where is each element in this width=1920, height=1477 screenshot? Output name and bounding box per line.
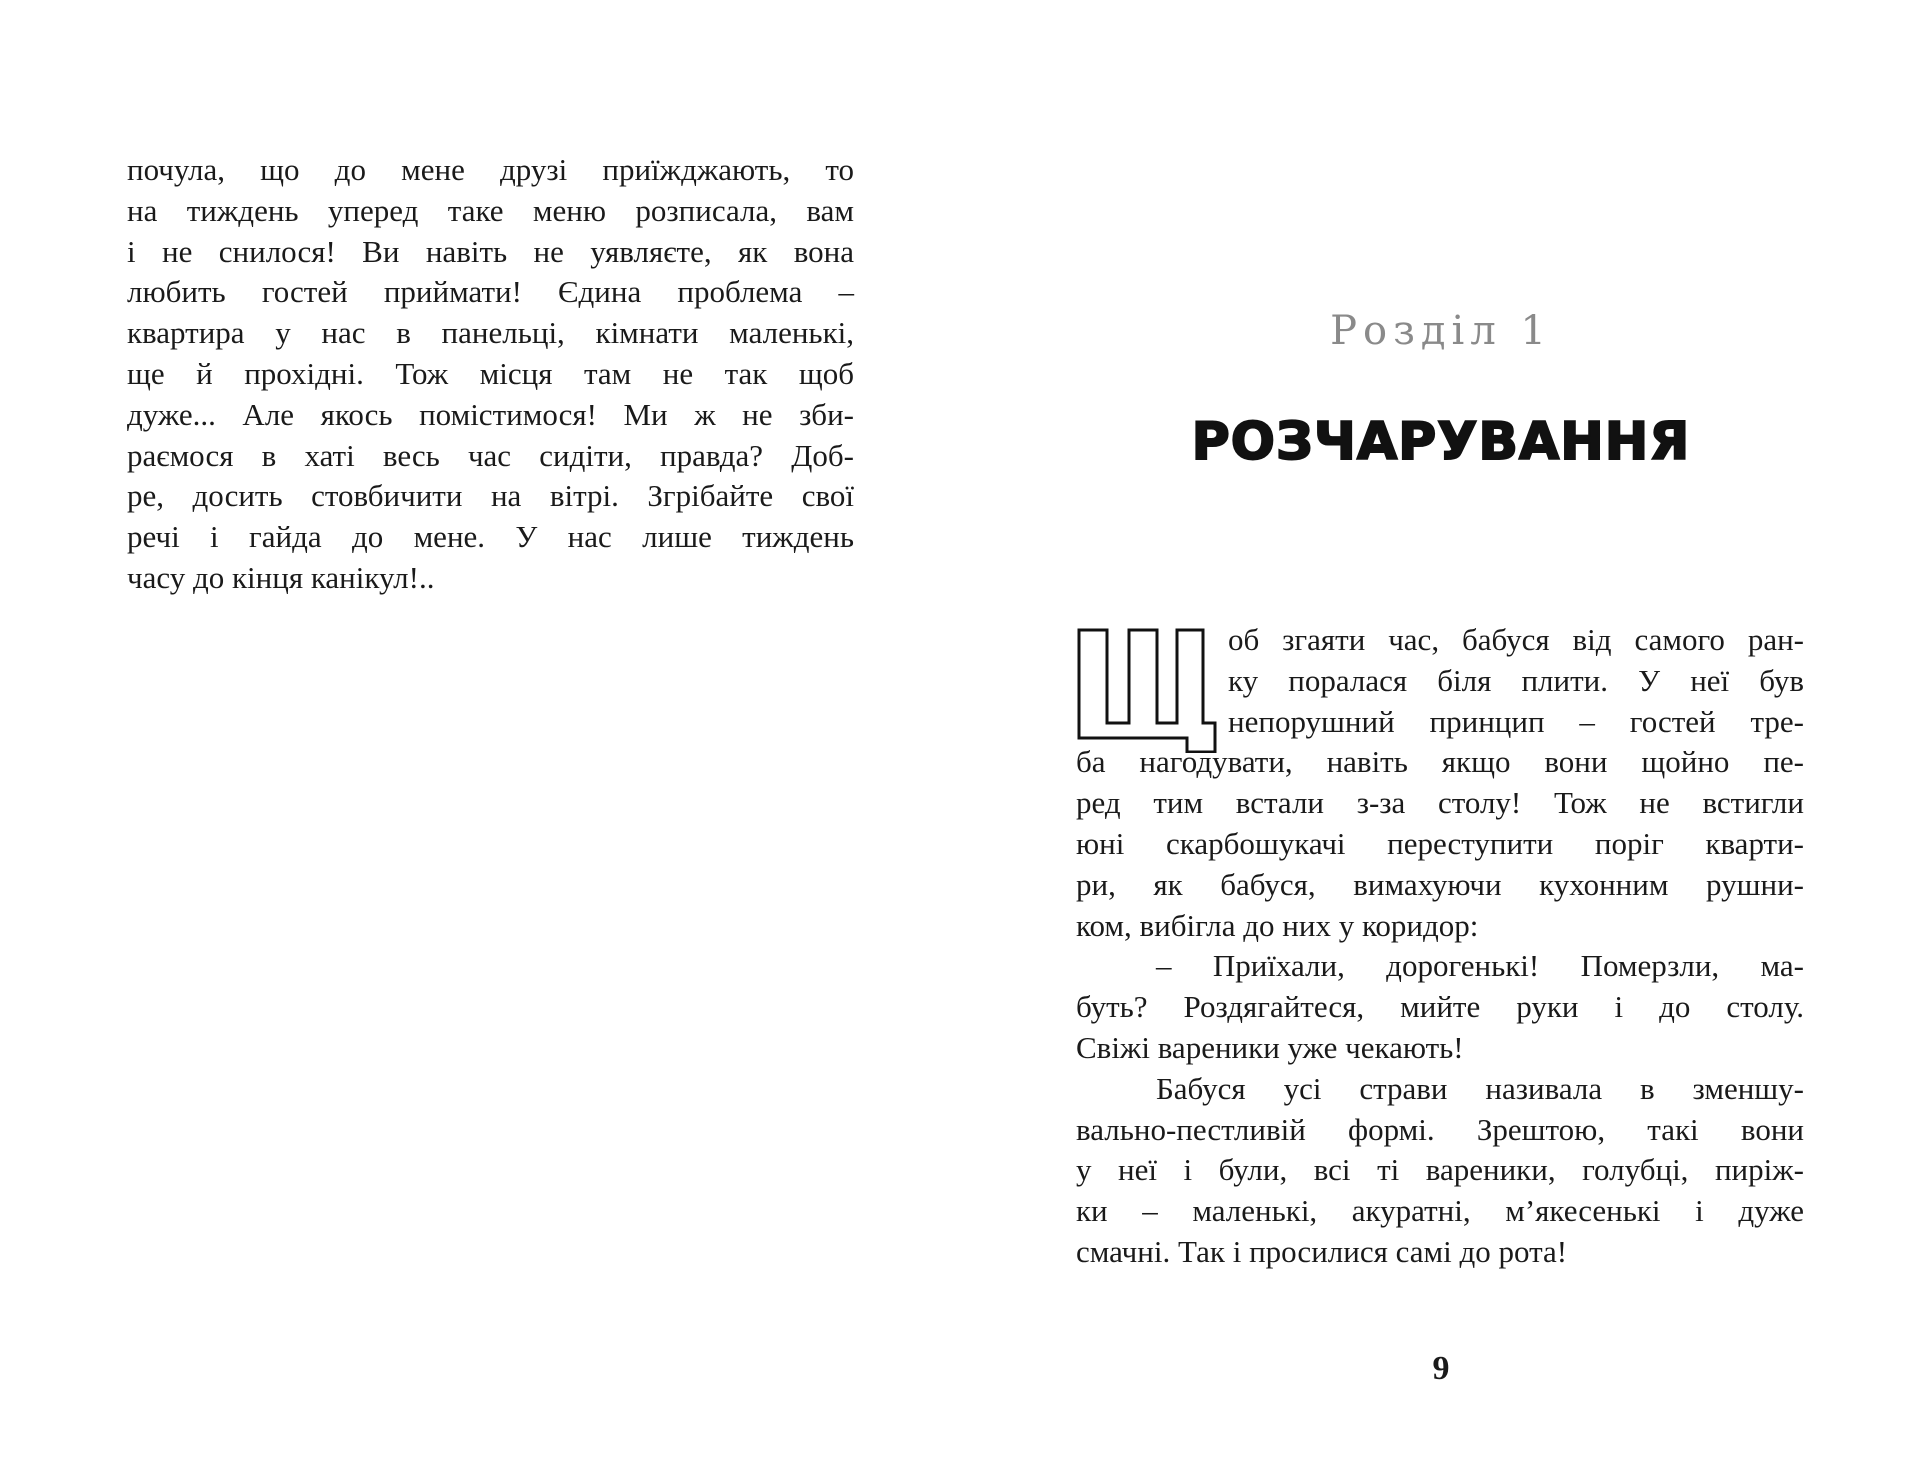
text-line: Бабуся усі страви називала в зменшу- <box>1156 1070 1804 1106</box>
chapter-title: РОЗЧАРУВАННЯ <box>1191 412 1691 472</box>
text-line: раємося в хаті весь час сидіти, правда? Доб- <box>127 437 854 473</box>
text-line: ку поралася біля плити. У неї був <box>1228 662 1804 698</box>
chapter-label: Розділ 1 <box>1330 308 1552 354</box>
text-line: ред тим встали з-за столу! Тож не встигли <box>1076 785 1804 821</box>
text-line: ба нагодувати, навіть якщо вони щойно пе- <box>1076 744 1804 780</box>
text-line: непорушний принцип – гостей тре- <box>1228 703 1804 739</box>
page-number: 9 <box>1432 1350 1450 1387</box>
text-line: ре, досить стовбичити на вітрі. Згрібайте свої <box>127 478 854 514</box>
text-line: – Приїхали, дорогенькі! Померзли, ма- <box>1156 948 1804 984</box>
text-line: на тиждень уперед таке меню розписала, вам <box>127 192 854 228</box>
text-line: часу до кінця канікул!.. <box>127 559 435 595</box>
text-line: об згаяти час, бабуся від самого ран- <box>1228 622 1804 657</box>
text-line: любить гостей приймати! Єдина проблема – <box>127 274 854 310</box>
text-line: у неї і були, всі ті вареники, голубці, пиріж- <box>1076 1152 1804 1188</box>
right-page-text <box>1076 620 1804 1273</box>
text-line: речі і гайда до мене. У нас лише тиждень <box>127 519 854 555</box>
text-line: вально-пестливій формі. Зрештою, такі вони <box>1076 1111 1804 1147</box>
text-line: Свіжі вареники уже чекають! <box>1076 1029 1464 1065</box>
text-line: почула, що до мене друзі приїжджають, то <box>127 152 854 187</box>
text-line: ком, вибігла до них у коридор: <box>1076 907 1479 943</box>
text-line: ри, як бабуся, вимахуючи кухонним рушни- <box>1076 866 1804 902</box>
text-line: дуже... Але якось помістимося! Ми ж не зби- <box>127 396 854 432</box>
text-line: ки – маленькі, акуратні, м’якесенькі і дуже <box>1076 1193 1804 1229</box>
text-line: ще й прохідні. Тож місця там не так щоб <box>127 355 854 391</box>
left-page-text <box>127 150 854 599</box>
text-line: квартира у нас в панельці, кімнати маленькі, <box>127 315 854 351</box>
text-line: смачні. Так і просилися самі до рота! <box>1076 1233 1568 1269</box>
text-line: буть? Роздягайтеся, мийте руки і до столу. <box>1076 989 1804 1025</box>
text-line: юні скарбошукачі переступити поріг кварти- <box>1076 825 1804 861</box>
text-line: і не снилося! Ви навіть не уявляєте, як вона <box>127 233 854 269</box>
